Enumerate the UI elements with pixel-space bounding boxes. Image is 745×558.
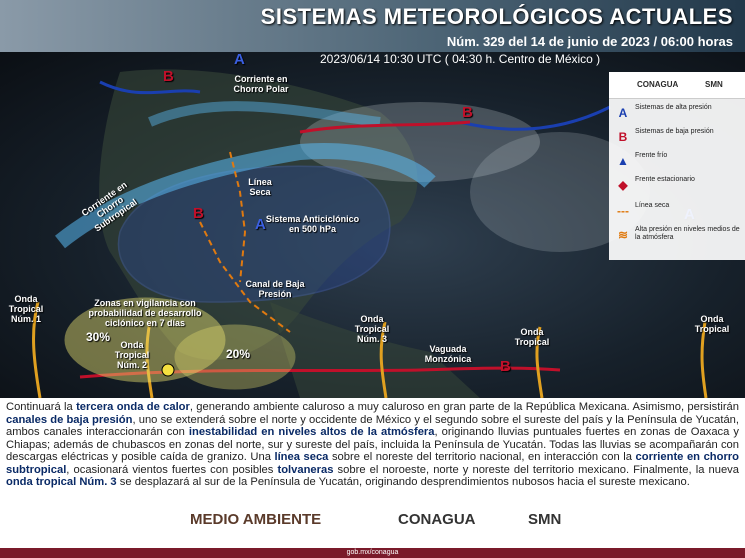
label-dry-line: Línea Seca: [248, 177, 272, 197]
label-low-trough: Canal de Baja Presión: [245, 279, 305, 299]
high-pressure-marker: A: [234, 52, 245, 68]
text-run: , generando ambiente caluroso a muy caluroso en gran parte de la República Mexicana. Asimismo, persistirán: [189, 401, 739, 413]
label-monsoon-trough: Vaguada Monzónica: [424, 344, 472, 364]
map-legend: [609, 72, 745, 260]
legend-item: [615, 126, 741, 148]
legend-text: Sistemas de baja presión: [635, 128, 714, 135]
label-subtropical-jet: Corriente en Chorro Subtropical: [79, 179, 139, 234]
legend-item: [615, 174, 741, 196]
highlight-instability: inestabilidad en niveles altos de la atmósfera: [188, 426, 435, 438]
label-anticyclone: Sistema Anticiclónico en 500 hPa: [265, 214, 360, 234]
highlight-low-channels: canales de baja presión: [6, 413, 133, 426]
legend-item: [615, 102, 741, 124]
legend-symbol: ---: [617, 204, 629, 218]
text-run: se desplazará al sur de la Península de Yucatán, originando desprendimientos nubosos hacia el sureste mexicano.: [116, 476, 690, 488]
legend-symbol: ◆: [618, 178, 628, 192]
probability-20: 20%: [226, 347, 251, 361]
low-pressure-marker: B: [500, 358, 511, 375]
conagua-logo: CONAGUA: [398, 511, 476, 528]
smn-logo-text: SMN: [705, 80, 723, 89]
legend-symbol: B: [618, 130, 628, 144]
conagua-logo-text: CONAGUA: [637, 80, 679, 89]
high-pressure-marker: A: [255, 216, 266, 233]
highlight-dry-line: línea seca: [274, 451, 329, 463]
label-tropical-wave-2: Onda Tropical Núm. 2: [114, 340, 150, 370]
label-tropical-wave-5: Onda Tropical: [694, 314, 730, 334]
weather-map: [0, 52, 745, 398]
label-tropical-wave-3: Onda Tropical Núm. 3: [354, 314, 390, 344]
legend-item: [615, 150, 741, 172]
label-watch-zone: Zonas en vigilancia con probabilidad de desarrollo ciclónico en 7 días: [88, 298, 202, 328]
text-run: , ocasionará vientos fuertes con posibles: [66, 463, 278, 476]
page-title: SISTEMAS METEOROLÓGICOS ACTUALES: [260, 4, 733, 29]
legend-logos: [609, 72, 745, 99]
legend-text: Sistemas de alta presión: [635, 104, 712, 111]
legend-symbol: A: [618, 106, 628, 120]
image-timestamp: 2023/06/14 10:30 UTC ( 04:30 h. Centro de México ): [320, 52, 601, 66]
highlight-jet: corriente en chorro subtropical: [6, 451, 739, 476]
bulletin-number: Núm. 329 del 14 de junio de 2023 / 06:00 horas: [446, 34, 733, 49]
label-tropical-wave-1: Onda Tropical Núm. 1: [8, 294, 44, 324]
probability-30: 30%: [86, 330, 111, 344]
legend-item: [615, 224, 741, 246]
low-pressure-marker: B: [462, 104, 473, 121]
text-run: sobre el noroeste, norte y noreste del territorio mexicano. Finalmente, la nueva: [333, 463, 739, 476]
legend-text: Frente estacionario: [635, 176, 695, 183]
text-run: sobre el noreste del territorio nacional, en interacción con la: [328, 451, 636, 463]
label-tropical-wave-4: Onda Tropical: [514, 327, 550, 347]
highlight-dust: tolvaneras: [277, 463, 334, 476]
legend-text: Alta presión en niveles medios de la atmósfera: [635, 226, 740, 241]
forecast-paragraph: [6, 401, 739, 489]
footer-url[interactable]: gob.mx/conagua: [346, 549, 399, 556]
footer: [0, 505, 745, 558]
text-run: Continuará la: [6, 401, 77, 413]
smn-logo: SMN: [528, 511, 562, 528]
legend-symbol: ▲: [617, 154, 629, 168]
disturbance-marker: [162, 364, 174, 376]
legend-text: Frente frío: [635, 152, 668, 159]
footer-bar: [0, 548, 745, 558]
low-pressure-marker: B: [193, 205, 204, 222]
highlight-wave-3: onda tropical Núm. 3: [6, 476, 117, 488]
legend-item: [615, 200, 741, 222]
low-pressure-marker: B: [163, 68, 174, 85]
text-run: , originando lluvias puntuales fuertes en zonas de Oaxaca y Chiapas; además de chubascos en zonas del norte, sur y sureste del país, incluida la Península de Yucatán. Todas las lluvias se acompañarán con descargas eléctricas y posible caída de granizo. Una: [6, 426, 739, 463]
legend-symbol: ≋: [617, 228, 629, 242]
header-banner: [0, 0, 745, 52]
legend-text: Línea seca: [635, 202, 670, 209]
medio-ambiente-logo: MEDIO AMBIENTE: [190, 511, 322, 528]
text-run: , uno se extenderá sobre el norte y occidente de México y el segundo sobre el sureste del país y la Península de Yucatán, ambos canales interaccionarán con: [6, 413, 740, 438]
label-polar-jet: Corriente en Chorro Polar: [233, 74, 289, 94]
highlight-heatwave: tercera onda de calor: [76, 401, 190, 413]
